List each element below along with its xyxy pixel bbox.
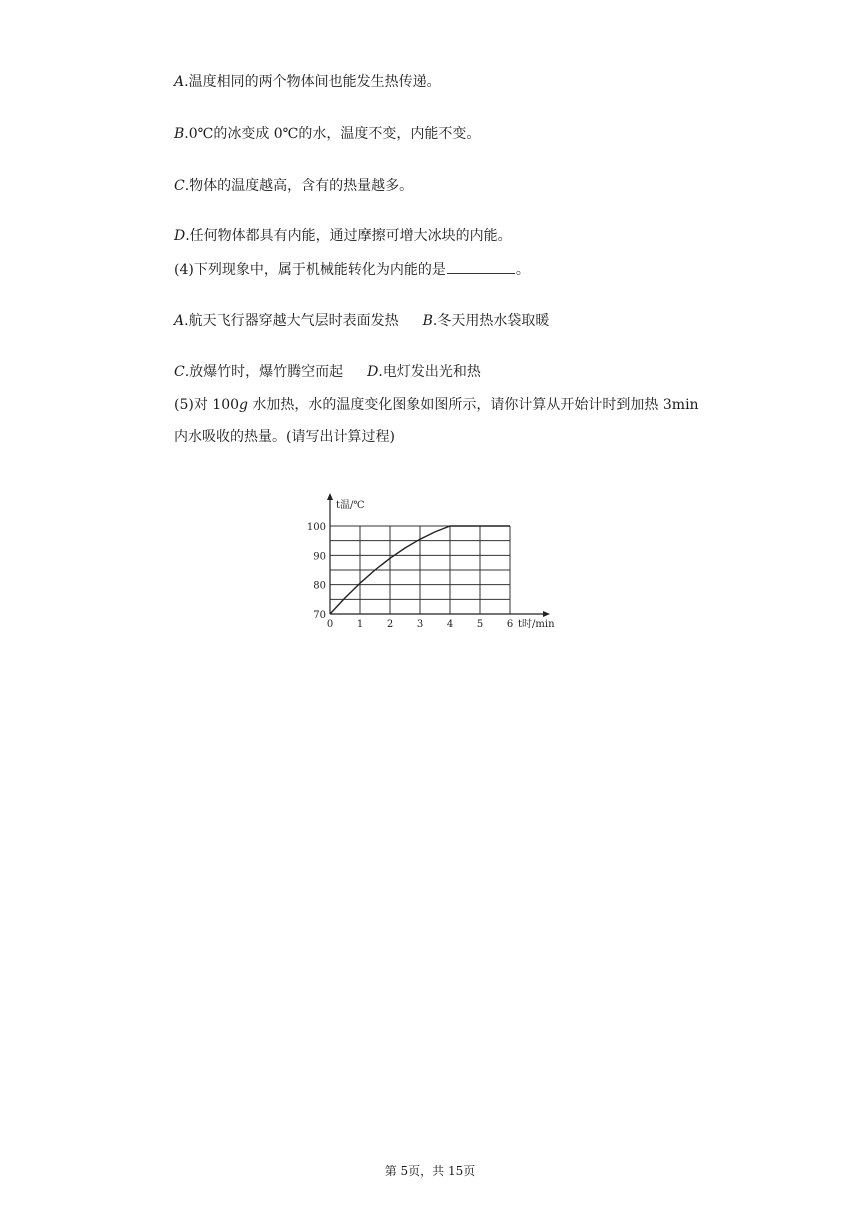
- question-5-line-2: [174, 427, 395, 447]
- x-axis-label: t时/min: [518, 619, 555, 630]
- option-letter: C: [174, 364, 185, 380]
- question-5-text: (5)对 100: [174, 397, 240, 413]
- temperature-chart: [298, 492, 560, 634]
- option-text: .电灯发出光和热: [378, 364, 481, 380]
- question-4-options-row-1: [174, 311, 549, 331]
- question-5-line-1: [174, 395, 699, 415]
- question-4-options-row-2: [174, 362, 481, 382]
- question-4-stem: [174, 259, 530, 280]
- x-tick-label: 5: [476, 619, 484, 630]
- option-letter: B: [422, 313, 433, 329]
- option-letter: A: [174, 74, 185, 90]
- option-3d: [174, 226, 512, 246]
- x-tick-label: 4: [446, 619, 454, 630]
- option-letter: A: [174, 313, 185, 329]
- x-tick-label: 0: [326, 619, 334, 630]
- option-letter: D: [174, 228, 186, 244]
- option-text: .航天飞行器穿越大气层时表面发热: [184, 313, 399, 329]
- answer-blank[interactable]: [447, 259, 515, 274]
- y-axis-label: t温/℃: [336, 500, 365, 511]
- question-4-text: (4)下列现象中，属于机械能转化为内能的是: [174, 262, 446, 278]
- option-letter: C: [174, 178, 185, 194]
- option-text: .任何物体都具有内能，通过摩擦可增大冰块的内能。: [185, 228, 512, 244]
- option-text: .0℃的冰变成 0℃的水，温度不变，内能不变。: [184, 126, 481, 142]
- page-footer: 第 5页，共 15页: [384, 1164, 476, 1178]
- option-letter: D: [367, 364, 379, 380]
- x-tick-label: 6: [506, 619, 514, 630]
- y-tick-label: 80: [313, 580, 326, 592]
- y-tick-label: 90: [313, 551, 326, 563]
- y-tick-label: 70: [313, 610, 326, 621]
- x-axis-arrow: [543, 611, 550, 617]
- x-tick-label: 3: [416, 619, 424, 630]
- x-tick-label: 1: [356, 619, 364, 630]
- option-3b: [174, 124, 480, 144]
- option-text: .物体的温度越高，含有的热量越多。: [184, 178, 414, 194]
- y-axis-arrow: [327, 493, 333, 500]
- option-text: .放爆竹时，爆竹腾空而起: [184, 364, 344, 380]
- x-tick-label: 2: [386, 619, 394, 630]
- question-5-text-2: 内水吸收的热量。(请写出计算过程): [174, 429, 395, 445]
- option-letter: B: [174, 126, 185, 142]
- question-5-text-cont: 水加热，水的温度变化图象如图所示，请你计算从开始计时到加热 3min: [247, 397, 699, 413]
- option-3c: [174, 176, 413, 196]
- option-text: .冬天用热水袋取暖: [432, 313, 550, 329]
- unit-g: g: [239, 397, 248, 413]
- question-4-end: 。: [515, 262, 530, 278]
- y-tick-label: 100: [306, 522, 326, 533]
- option-3a: [174, 72, 441, 92]
- option-text: .温度相同的两个物体间也能发生热传递。: [184, 74, 441, 90]
